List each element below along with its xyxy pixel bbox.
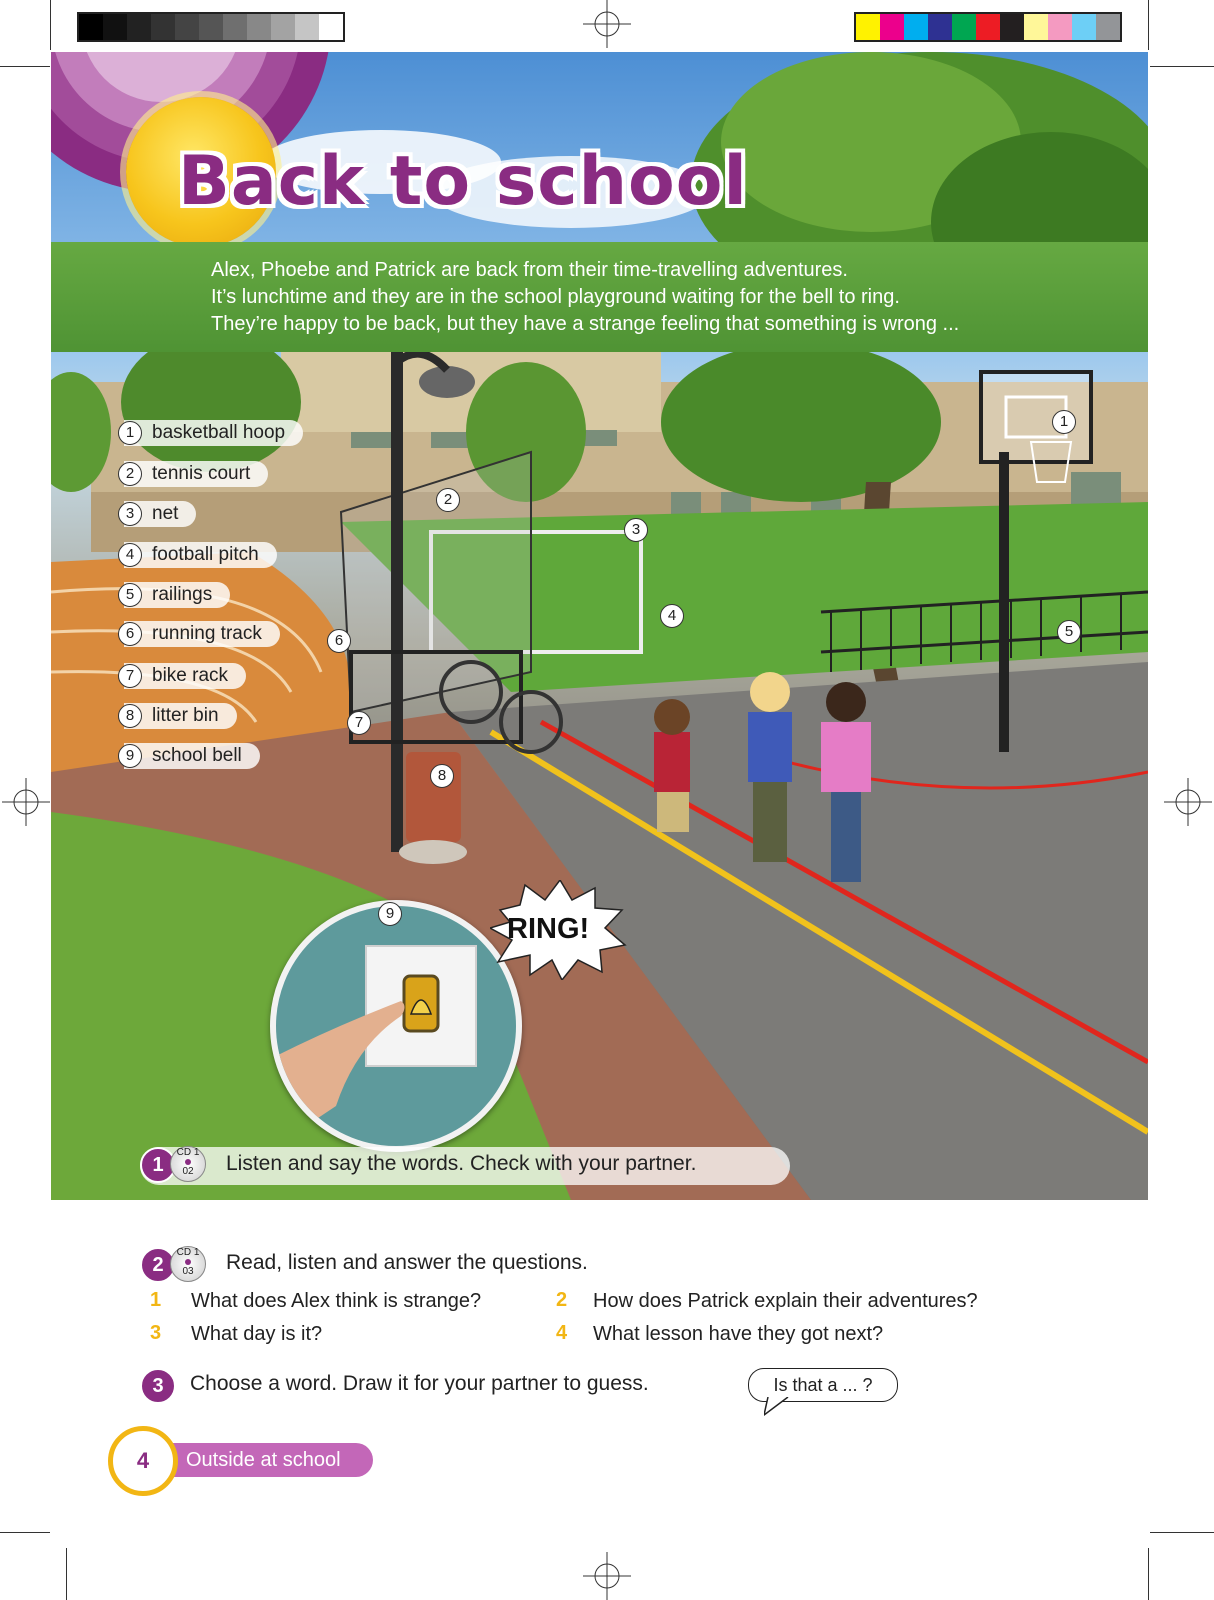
cd-track-icon [170,1146,206,1182]
color-swatch [856,14,880,40]
cd-track: 03 [182,1266,194,1277]
color-swatch [271,14,295,40]
vocab-number: 7 [118,664,142,688]
vocab-word: tennis court [124,461,268,487]
registration-mark [2,778,50,826]
vocab-item [118,460,268,488]
vocab-word: litter bin [124,703,237,729]
intro-text [211,257,1111,338]
registration-mark [583,0,631,48]
question-number: 1 [150,1289,162,1311]
scene-callout: 9 [378,902,402,926]
scene-callout: 4 [660,604,684,628]
activity-3-number: 3 [140,1368,176,1404]
vocab-word: basketball hoop [124,420,303,446]
color-swatch [223,14,247,40]
cd-label: CD 1 [176,1247,200,1258]
color-swatch [928,14,952,40]
activity-3-instruction: Choose a word. Draw it for your partner to guess. [190,1372,649,1395]
crop-mark [66,1548,67,1600]
vocab-word: bike rack [124,663,246,689]
scene-callout: 8 [430,764,454,788]
vocab-number: 4 [118,543,142,567]
activity-1-instruction: Listen and say the words. Check with your partner. [226,1152,697,1175]
color-swatch [295,14,319,40]
color-swatch [319,14,343,40]
crop-mark [1150,1532,1214,1533]
vocab-item [118,662,246,690]
question-number: 3 [150,1322,162,1344]
color-swatch [103,14,127,40]
question-text: What day is it? [191,1323,323,1345]
school-bell-inset [270,900,522,1152]
vocab-item [118,581,230,609]
color-swatch [1048,14,1072,40]
question-text: What lesson have they got next? [593,1323,884,1345]
crop-mark [1148,0,1149,50]
color-swatch [79,14,103,40]
vocab-item [118,419,303,447]
vocab-word: running track [124,621,280,647]
scene-callout: 7 [347,711,371,735]
cd-label: CD 1 [176,1147,200,1158]
vocab-number: 8 [118,704,142,728]
vocab-number: 6 [118,622,142,646]
vocab-word: school bell [124,743,260,769]
intro-line: Alex, Phoebe and Patrick are back from their time-travelling adventures. [211,259,848,281]
registration-mark [583,1552,631,1600]
vocab-number: 3 [118,502,142,526]
grayscale-swatches [77,12,345,42]
color-swatch [1096,14,1120,40]
scene-callout: 1 [1052,410,1076,434]
color-swatch [904,14,928,40]
question-number: 4 [556,1322,568,1344]
scene-callout: 5 [1057,620,1081,644]
scene-callout: 2 [436,488,460,512]
vocab-item [118,620,280,648]
speech-bubble: Is that a ... ? [748,1368,898,1402]
crop-mark [50,0,51,50]
cd-track: 02 [182,1166,194,1177]
vocab-number: 5 [118,583,142,607]
crop-mark [0,66,50,67]
color-swatch [1000,14,1024,40]
activity-1-number: 1 [140,1147,176,1183]
question-text: What does Alex think is strange? [191,1290,482,1312]
vocab-item [118,500,196,528]
color-swatch [151,14,175,40]
vocab-item [118,742,260,770]
color-swatch [247,14,271,40]
question-text: How does Patrick explain their adventures? [593,1290,978,1312]
color-swatch [952,14,976,40]
vocab-word: railings [124,582,230,608]
vocab-word: football pitch [124,542,277,568]
scene-callout: 6 [327,629,351,653]
color-swatch [127,14,151,40]
registration-mark [1164,778,1212,826]
cd-track-icon [170,1246,206,1282]
speech-bubble-tail [764,1397,792,1417]
vocab-number: 1 [118,421,142,445]
question-number: 2 [556,1289,568,1311]
ring-label: RING! [507,913,590,945]
color-swatch [1024,14,1048,40]
intro-line: It’s lunchtime and they are in the school playground waiting for the bell to ring. [211,286,900,308]
color-swatch [199,14,223,40]
vocab-number: 9 [118,744,142,768]
page-number: 4 [108,1426,178,1496]
color-swatch [1072,14,1096,40]
crop-mark [1148,1548,1149,1600]
vocab-word: net [124,501,196,527]
vocab-number: 2 [118,462,142,486]
crop-mark [0,1532,50,1533]
scene-callout: 3 [624,518,648,542]
vocab-item [118,702,237,730]
activity-2-number: 2 [140,1247,176,1283]
intro-line: They’re happy to be back, but they have a strange feeling that something is wrong ... [211,313,960,335]
color-swatches [854,12,1122,42]
color-swatch [880,14,904,40]
vocab-item [118,541,277,569]
page-title: Back to school [178,142,748,221]
crop-mark [1150,66,1214,67]
activity-2-instruction: Read, listen and answer the questions. [226,1251,588,1274]
color-swatch [175,14,199,40]
color-swatch [976,14,1000,40]
section-label: Outside at school [160,1443,373,1477]
